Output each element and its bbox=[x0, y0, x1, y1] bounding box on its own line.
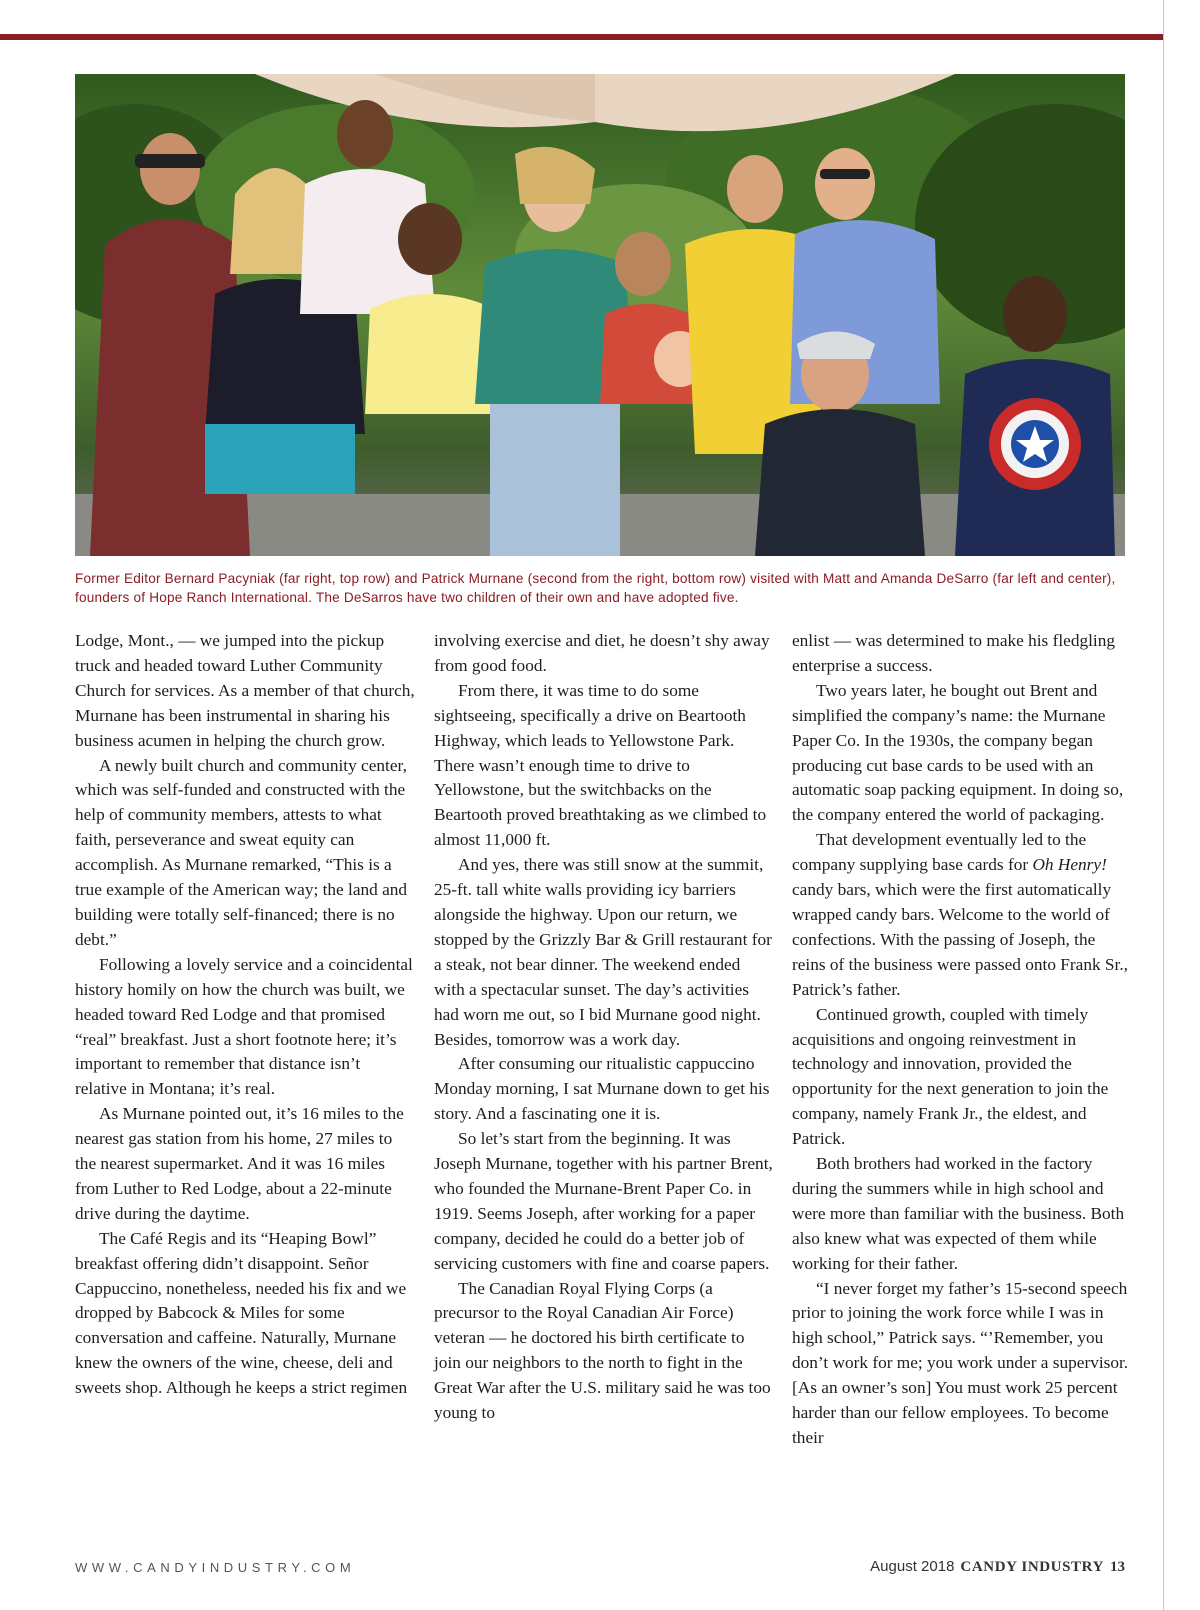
paragraph-text: That development eventually led to the company supplying base cards for bbox=[792, 830, 1087, 875]
footer-folio bbox=[870, 1558, 1125, 1576]
paragraph: After consuming our ritualistic cappuccino Monday morning, I sat Murnane down to get his story. And a fascinating one it is. bbox=[434, 1054, 770, 1124]
paragraph: involving exercise and diet, he doesn’t shy away from good food. bbox=[434, 631, 770, 675]
footer-issue-date: August 2018 bbox=[870, 1558, 955, 1575]
photo-caption: Former Editor Bernard Pacyniak (far right, top row) and Patrick Murnane (second from the right, bottom row) visited with Matt and Amanda DeSarro (far left and center), founders of Hope Ranch International. The DeSarros have two children of their own and have adopted five. bbox=[75, 571, 1116, 605]
paragraph: And yes, there was still snow at the summit, 25-ft. tall white walls providing icy barriers alongside the highway. Upon our return, we stopped by the Grizzly Bar & Grill restaurant for a steak, not bear dinner. The weekend ended with a spectacular sunset. The day’s activities had worn me out, so I bid Murnane good night. Besides, tomorrow was a work day. bbox=[434, 855, 772, 1049]
paragraph: The Café Regis and its “Heaping Bowl” breakfast offering didn’t disappoint. Señor Cappuccino, nonetheless, needed his fix and we dropped by Babcock & Miles for some conversation and caffeine. Naturally, Murnane knew the owners of the wine, cheese, deli and sweets shop. Although he keeps a strict regimen bbox=[75, 1228, 408, 1398]
paragraph: Following a lovely service and a coincidental history homily on how the church was built, we headed toward Red Lodge and that promised “real” breakfast. Just a short footnote here; it’s important to remember that distance isn’t relative in Montana; it’s real. bbox=[75, 954, 413, 1099]
group-photo-illustration bbox=[75, 74, 1125, 556]
paragraph bbox=[792, 828, 1132, 1002]
paragraph: So let’s start from the beginning. It was Joseph Murnane, together with his partner Brent, who founded the Murnane-Brent Paper Co. in 1919. Seems Joseph, after working for a paper company, decided he could do a better job of servicing customers with fine and coarse papers. bbox=[434, 1129, 773, 1273]
paragraph: enlist — was determined to make his fledgling enterprise a success. bbox=[792, 631, 1115, 675]
paragraph: “I never forget my father’s 15-second speech prior to joining the work force while I was in high school,” Patrick says. “’Remember, you don’t work for me; you work under a supervisor. [As an owner’s son] You must work 25 percent harder than our fellow employees. To become their bbox=[792, 1278, 1129, 1447]
paragraph: A newly built church and community center, which was self-funded and constructed with the help of community members, attests to what faith, perseverance and sweat equity can accomplish. As Murnane remarked, “This is a true example of the American way; the land and building were totally self-financed; there is no debt.” bbox=[75, 755, 408, 949]
page-edge-line bbox=[1163, 0, 1164, 1610]
paragraph: Lodge, Mont., — we jumped into the pickup truck and headed toward Luther Community Church for services. As a member of that church, Murnane has been instrumental in sharing his business acumen in helping the church grow. bbox=[75, 631, 415, 750]
candy-brand-name: Oh Henry! bbox=[1032, 855, 1107, 875]
paragraph: Both brothers had worked in the factory during the summers while in high school and were more than familiar with the business. Both also knew what was expected of them while working for their father. bbox=[792, 1154, 1125, 1273]
article-column-1 bbox=[75, 629, 415, 1401]
paragraph: As Murnane pointed out, it’s 16 miles to the nearest gas station from his home, 27 miles to the nearest supermarket. And it was 16 miles from Luther to Red Lodge, about a 22-minute drive during the daytime. bbox=[75, 1104, 404, 1223]
article-column-3 bbox=[792, 629, 1132, 1451]
paragraph: Continued growth, coupled with timely acquisitions and ongoing reinvestment in technology and innovation, provided the opportunity for the next generation to join the company, namely Frank Jr., the eldest, and Patrick. bbox=[792, 1004, 1109, 1149]
paragraph: The Canadian Royal Flying Corps (a precursor to the Royal Canadian Air Force) veteran — he doctored his birth certificate to join our neighbors to the north to fight in the Great War after the U.S. military said he was too young to bbox=[434, 1278, 771, 1423]
paragraph-text: candy bars, which were the first automatically wrapped candy bars. Welcome to the world of confections. With the passing of Joseph, the reins of the business were passed onto Frank Sr., Patrick’s father. bbox=[792, 880, 1128, 999]
footer-website: WWW.CANDYINDUSTRY.COM bbox=[75, 1560, 356, 1575]
footer-magazine-name: CANDY INDUSTRY bbox=[960, 1559, 1104, 1575]
article-column-2 bbox=[434, 629, 774, 1426]
group-photo bbox=[75, 74, 1125, 556]
paragraph: Two years later, he bought out Brent and simplified the company’s name: the Murnane Paper Co. In the 1930s, the company began producing cut base cards to be used with an automatic soap packing equipment. In doing so, the company entered the world of packaging. bbox=[792, 680, 1124, 825]
top-rule bbox=[0, 34, 1163, 40]
paragraph: From there, it was time to do some sightseeing, specifically a drive on Beartooth Highway, which leads to Yellowstone Park. There wasn’t enough time to drive to Yellowstone, but the switchbacks on the Beartooth proved breathtaking as we climbed to almost 11,000 ft. bbox=[434, 680, 767, 850]
page-number: 13 bbox=[1110, 1559, 1125, 1575]
